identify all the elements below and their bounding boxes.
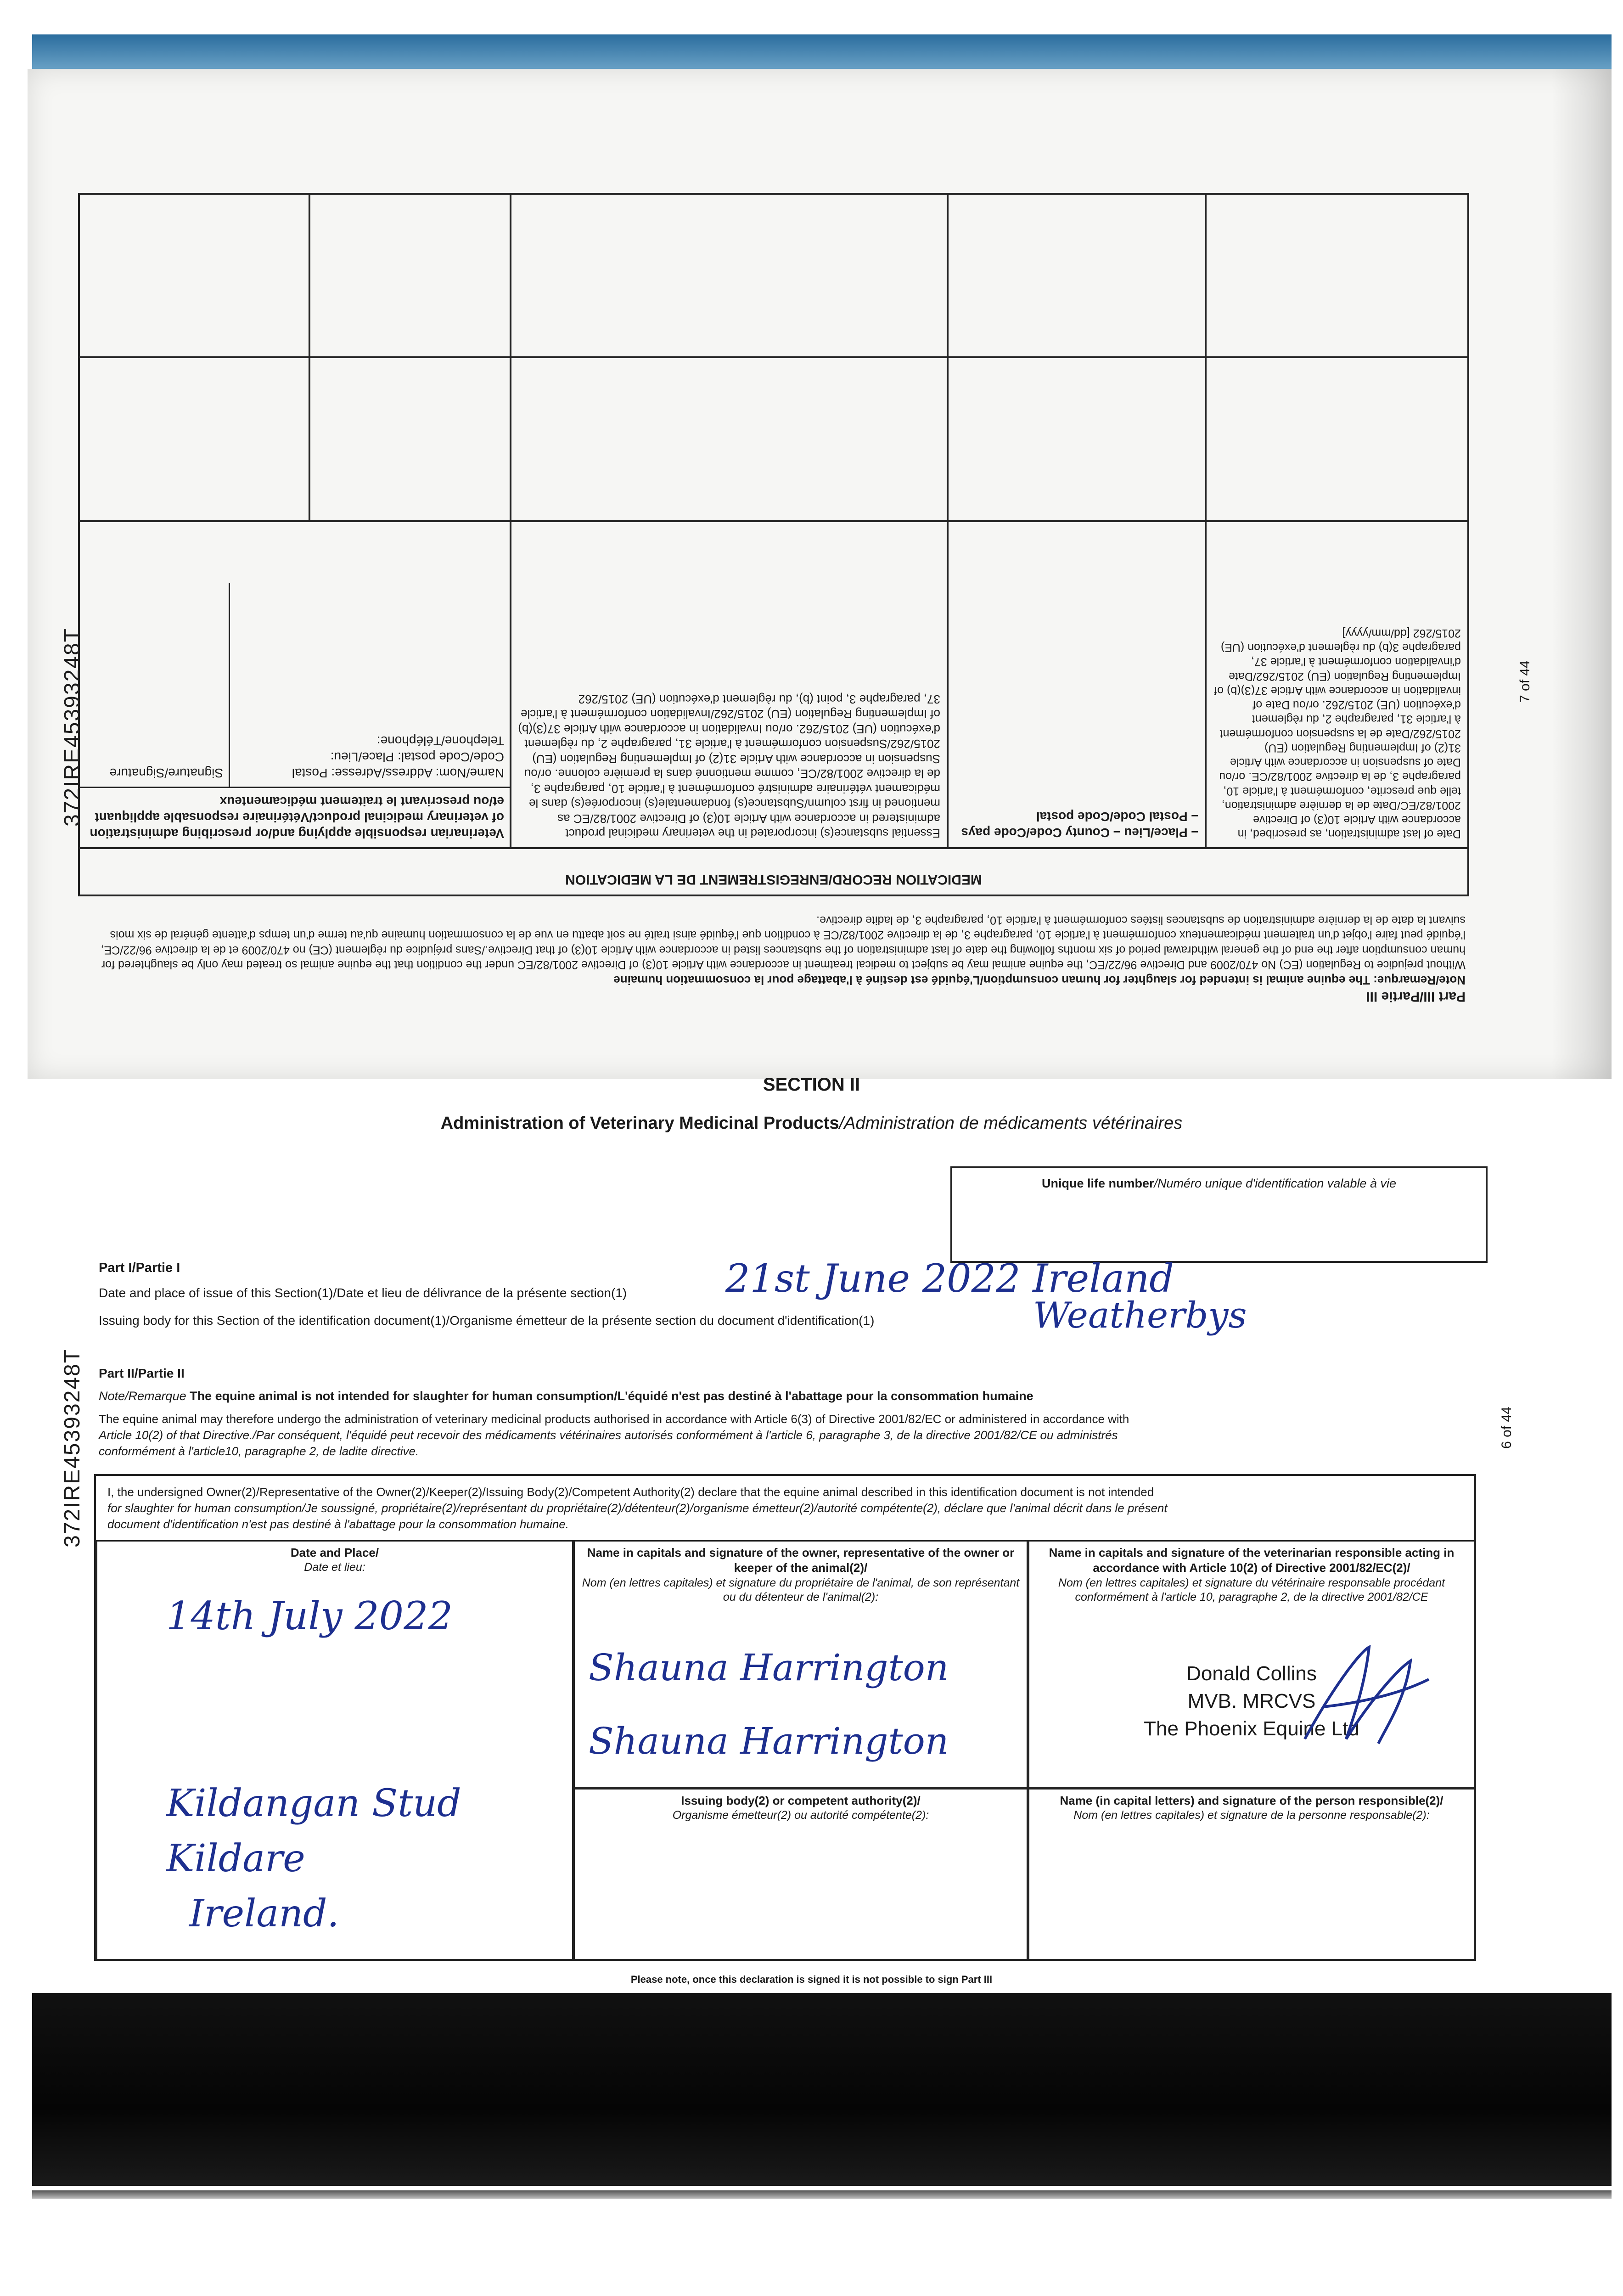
vet-responsible-label: Veterinarian responsible applying and/or prescribing administration of veterinary medicinal product/Vétérinaire responsable appliquant et/ou prescrivant le traitement médicamenteux [80,787,510,847]
vet-label: Name in capitals and signature of the veterinarian responsible acting in accordance with Article 10(2) of Directive 2001/82/EC(2)/ [1049,1546,1455,1575]
col-place-header: – Place/Lieu – County Code/Code pays – Postal Code/Code postal [948,521,1206,849]
vet-stamp-practice: The Phoenix Equine Ltd [1144,1717,1359,1740]
vet-label-french: Nom (en lettres capitales) et signature du vétérinaire responsable procédant conformément à l'article 10, paragraphe 2, de la directive 2001/82/CE [1058,1576,1445,1604]
person-responsible-label-french: Nom (en lettres capitales) et signature de la personne responsable(2): [1073,1809,1430,1822]
issuing-body-label: Issuing body for this Section of the identification document(1)/Organisme émetteur de la présente section du document d'identification(1) [99,1313,875,1328]
declaration-place-3: Ireland. [189,1892,339,1936]
vet-stamp-qualifications: MVB. MRCVS [1187,1690,1316,1712]
unique-life-number-box [950,1166,1488,1263]
owner-name: Shauna Harrington [589,1646,949,1689]
issuing-authority-label-french: Organisme émetteur(2) ou autorité compétente(2): [672,1809,929,1822]
date-place-cell [96,1540,573,1961]
vet-signature-label: Signature/Signature [109,766,223,781]
issuing-body-value: Weatherbys [1033,1295,1247,1336]
owner-signature: Shauna Harrington [589,1720,949,1762]
vet-signature-cell [1028,1540,1475,1788]
date-place-issue-value: 21st June 2022 Ireland [725,1256,1174,1301]
scan-dark-edge [32,1993,1612,2186]
part-three-note: Note/Remarque: The equine animal is intended for slaughter for human consumption/L'équidé est destiné à l'abattage pour la consommation humaine [613,974,1466,987]
medication-record-rotated [78,193,1469,1010]
vet-signature-scribble [1296,1633,1433,1753]
medication-empty-cell [79,357,309,521]
col-date-header: Date of last administration, as prescribed, in accordance with Article 10(3) of Directive 2001/82/EC/Date de la dernière administration, telle que prescrite, conformément à l'article 10, paragraphe 3, de la directive 2001/82/CE. or/ou Date of suspension in accordance with Article 31(2) of Implementing Regulation (EU) 2015/262/Date de la suspension conformément à l'article 31, paragraphe 2, du règlement d'exécution (UE) 2015/262. or/ou Date of invalidation in accordance with Article 37(3)(b) of Implementing Regulation (EU) 2015/262/Date d'invalidation conformément à l'article 37, paragraphe 3(b) du règlement d'exécution (UE) 2015/262 [dd/mm/yyyy] [1206,521,1468,849]
part-two-note-text: The equine animal is not intended for slaughter for human consumption/L'équidé n'est pas destiné à l'abattage pour la consommation humaine [190,1389,1033,1403]
issuing-authority-label: Issuing body(2) or competent authority(2)/ [681,1794,921,1807]
date-place-label-french: Date et lieu: [304,1561,365,1574]
declaration-line-3: document d'identification n'est pas destiné à l'abattage pour la consommation humaine. [107,1517,569,1531]
footer-note: Please note, once this declaration is signed it is not possible to sign Part III [630,1974,993,1985]
col-substance-header: Essential substance(s) incorporated in the veterinary medicinal product administered in accordance with Article 10(3) of Directive 2001/82/EC as mentioned in first column/Substance(s) fondamentale(s) incorporée(s) dans le médicament vétérinaire administré conformément à l'article 10, paragraphe 3, de la directive 2001/82/CE, comme mentionné dans la première colonne. or/ou Suspension in accordance with Article 31(2) of Implementing Regulation (EU) 2015/262/Suspension conformément à l'article 31, paragraphe 2, du règlement d'exécution (UE) 2015/262. or/ou Invalidation in accordance with Article 37(3)(b) of Implementing Regulation (EU) 2015/262/Invalidation conformément à l'article 37, paragraphe 3, point (b), du règlement d'exécution (UE) 2015/262 [511,521,948,849]
col-vet-header [79,521,511,849]
part-two-note-prefix: Note/Remarque [99,1389,186,1403]
vet-name-address-label: Name/Nom: Address/Adresse: Postal Code/Code postal: Place/Lieu: Telephone/Téléphone: [229,583,510,787]
page-number-top: 7 of 44 [1517,660,1533,703]
uln-label-french: /Numéro unique d'identification valable à vie [1154,1176,1396,1190]
declaration-date: 14th July 2022 [166,1593,453,1638]
page-number-bottom: 6 of 44 [1499,1407,1514,1449]
medication-empty-cell [511,194,948,357]
part-one-heading: Part I/Partie I [99,1261,180,1275]
section-subtitle-french: /Administration de médicaments vétérinaires [839,1114,1183,1133]
part-two-heading: Part II/Partie II [99,1366,185,1380]
vet-stamp-name: Donald Collins [1186,1662,1317,1685]
medication-empty-cell [948,194,1206,357]
medication-empty-cell [1206,194,1468,357]
issuing-body-cell [573,1788,1028,1961]
medication-empty-cell [309,357,511,521]
page-fold-shadow [1552,69,1612,1079]
declaration-line-2: for slaughter for human consumption/Je soussigné, propriétaire(2)/représentant du propriétaire(2)/détenteur(2)/organisme émetteur(2)/autorité compétente(2), déclare que l'animal décrit dans le présent [107,1501,1168,1515]
part-three-body: Without prejudice to Regulation (EC) No 470/2009 and Directive 96/22/EC, the equine animal may be subject to medical treatment in accordance with Article 10(3) of Directive 2001/82/EC under the condition that the equine animal so treated may only be slaughtered for human consumption after the end of the general withdrawal period of six months following the date of last administration of the substances listed in accordance with Article 10(3) of that Directive./Sans préjudice du règlement (CE) no 470/2009 et de la directive 96/22/CE, l'équidé peut faire l'objet d'un traitement médicamenteux conformément à l'article 10, paragraphe 3, de la directive 2001/82/CE à condition que l'équidé ainsi traité ne soit abattu en vue de la consommation humaine qu'au terme d'un temps d'attente général de six mois suivant la date de la dernière administration de substances listées conformément à l'article 10, paragraphe 3, de ladite directive. [101,913,1466,972]
declaration-line-1: I, the undersigned Owner(2)/Representative of the Owner(2)/Keeper(2)/Issuing Body(2)/Competent Authority(2) declare that the equine animal described in this identification document is not intended [107,1485,1154,1499]
section-subtitle-english: Administration of Veterinary Medicinal Products [440,1114,839,1133]
side-document-code-bottom: 372IRE45393248T [60,1349,84,1548]
section-subtitle [0,1114,1623,1133]
medication-intro [79,895,1468,1010]
date-place-issue-label: Date and place of issue of this Section(1)/Date et lieu de délivrance de la présente section(1) [99,1286,627,1300]
owner-label: Name in capitals and signature of the owner, representative of the owner or keeper of the animal(2)/ [587,1546,1015,1575]
declaration-box [94,1474,1476,1961]
medication-empty-cell [511,357,948,521]
uln-label-english: Unique life number [1041,1176,1154,1190]
part-two-body-3: conformément à l'article10, paragraphe 2, de ladite directive. [99,1444,419,1458]
date-place-label: Date and Place/ [290,1546,379,1559]
person-responsible-label: Name (in capital letters) and signature of the person responsible(2)/ [1060,1794,1443,1807]
medication-empty-cell [79,194,309,357]
medication-record-header: MEDICATION RECORD/ENREGISTREMENT DE LA MEDICATION [79,848,1468,895]
person-responsible-cell [1028,1788,1475,1961]
declaration-place-2: Kildare [166,1837,305,1880]
part-two-note [99,1389,1033,1403]
section-title: SECTION II [763,1075,860,1095]
part-two-body-2: Article 10(2) of that Directive./Par conséquent, l'équidé peut recevoir des médicaments vétérinaires autorisés conformément à l'article 6, paragraphe 3, de la directive 2001/82/CE ou administrés [99,1428,1118,1442]
scan-edge-line [32,2190,1612,2199]
declaration-place-1: Kildangan Stud [166,1782,461,1825]
medication-empty-cell [1206,357,1468,521]
part-three-heading: Part III/Partie III [1366,989,1466,1004]
owner-signature-cell [573,1540,1028,1788]
part-two-body-1: The equine animal may therefore undergo the administration of veterinary medicinal products authorised in accordance with Article 6(3) of Directive 2001/82/EC or administered in accordance with [99,1412,1129,1426]
owner-label-french: Nom (en lettres capitales) et signature du propriétaire de l'animal, de son représentant ou du détenteur de l'animal(2): [582,1576,1020,1604]
medication-empty-cell [948,357,1206,521]
medication-empty-cell [309,194,511,357]
medication-record-table [78,193,1469,1010]
side-document-code-top: 372IRE45393248T [60,628,84,827]
